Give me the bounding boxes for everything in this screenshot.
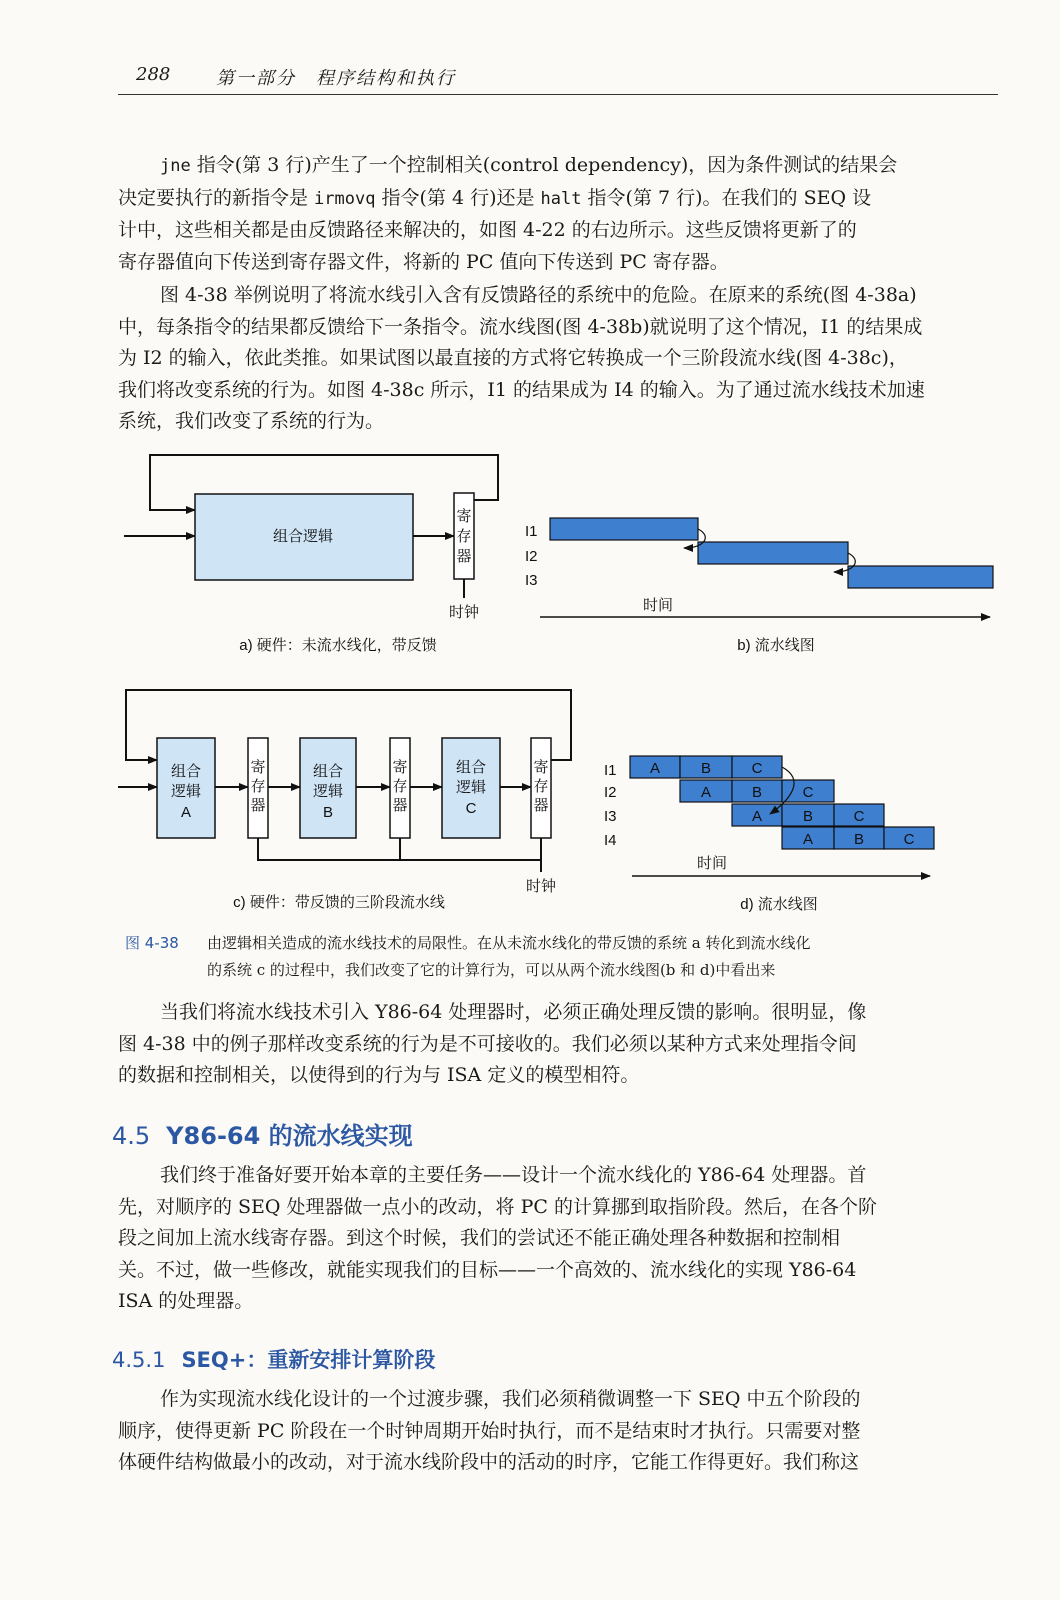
figure-caption-label: 图 4-38 [125,934,179,952]
fig-a-reg-char: 寄 [456,508,472,525]
fig-c-logic-b-label: 组合 [312,763,344,780]
section-number: 4.5 [112,1122,151,1150]
fig-d-row-label-i3: I3 [604,808,617,825]
code-irmovq: irmovq [314,188,376,209]
fig-a-hardware-unpipelined [124,455,498,654]
fig-d-cell-label: C [802,784,814,801]
fig-d-cell-label: A [700,784,712,801]
fig-b-bar-i2 [698,542,848,564]
fig-c-logic-c-label: 组合 [455,759,487,776]
section-title: Y86-64 的流水线实现 [166,1122,413,1150]
fig-d-cell-label: C [853,808,865,825]
fig-d-row-label-i1: I1 [604,762,617,779]
fig-c-reg-char: 存 [392,778,408,795]
fig-c-reg-char: 寄 [392,759,408,776]
para1-line2a: 决定要执行的新指令是 [118,186,315,209]
section-heading-4-5-1 [112,1344,435,1374]
fig-b-caption: b) 流水线图 [737,637,815,654]
paragraph-seq-plus [118,1384,998,1479]
fig-c-reg-char: 寄 [250,759,266,776]
fig-c-caption: c) 硬件：带反馈的三阶段流水线 [233,894,445,911]
figure-caption-line1: 由逻辑相关造成的流水线技术的局限性。在从未流水线化的带反馈的系统 a 转化到流水线化 [207,934,811,952]
fig-a-reg-char: 存 [456,528,472,545]
figure-caption-line2: 的系统 c 的过程中，我们改变了它的计算行为，可以从两个流水线图(b 和 d)中看出来 [207,961,776,979]
figure-caption-text [207,930,997,984]
code-jne: jne [160,156,191,176]
part-title: 第一部分 程序结构和执行 [216,68,456,89]
fig-b-bar-i3 [848,566,993,588]
fig-c-reg-char: 存 [250,778,266,795]
fig-c-logic-b-label: B [322,804,334,821]
running-header [118,60,998,95]
paragraph-y86-feedback [118,997,998,1092]
para1-line3: 计中，这些相关都是由反馈路径来解决的，如图 4-22 的右边所示。这些反馈将更新了的 [118,219,857,241]
para2-line3: 为 I2 的输入，依此类推。如果试图以最直接的方式将它转换成一个三阶段流水线(图 4-38c)， [118,347,908,369]
fig-c-reg-char: 器 [250,797,266,814]
fig-d-time-label: 时间 [696,855,728,872]
paragraph-feedback-hazard [118,280,998,438]
fig-d-cell-label: C [751,760,763,777]
fig-d-row-label-i2: I2 [604,784,617,801]
fig-a-reg-char: 器 [456,548,472,565]
fig-b-pipeline-diagram [525,518,993,654]
fig-c-reg-char: 存 [533,778,549,795]
code-halt: halt [540,188,582,209]
fig-c-reg-char: 器 [533,797,549,814]
fig-d-pipeline-diagram [604,756,934,913]
para1-line2e: 指令(第 7 行)。在我们的 SEQ 设 [581,186,872,209]
para5-line3: 体硬件结构做最小的改动，对于流水线阶段中的活动的时序，它能工作得更好。我们称这 [118,1451,860,1473]
para4-line5: ISA 的处理器。 [118,1290,254,1312]
subsection-number: 4.5.1 [112,1348,166,1372]
para4-line1: 我们终于准备好要开始本章的主要任务——设计一个流水线化的 Y86-64 处理器。首 [160,1164,867,1186]
paragraph-control-dependency [118,150,998,278]
para2-line5: 系统，我们改变了系统的行为。 [118,410,385,432]
fig-a-clock-label: 时钟 [448,604,480,621]
fig-a-caption: a) 硬件：未流水线化，带反馈 [239,637,437,654]
page-number: 288 [136,64,171,85]
fig-c-reg-char: 器 [392,797,408,814]
para2-line1: 图 4-38 举例说明了将流水线引入含有反馈路径的系统中的危险。在原来的系统(图 4-38a) [160,284,917,306]
fig-b-row-label-i3: I3 [525,572,538,589]
fig-c-logic-b-label: 逻辑 [312,783,344,800]
para5-line2: 顺序，使得更新 PC 阶段在一个时钟周期开始时执行，而不是结束时才执行。只需要对整 [118,1419,861,1442]
para4-line4: 关。不过，做一些修改，就能实现我们的目标——一个高效的、流水线化的实现 Y86-64 [118,1258,857,1281]
fig-d-cell-label: B [751,784,763,801]
fig-c-logic-a-label: 组合 [170,763,202,780]
fig-c-logic-a-label: 逻辑 [170,783,202,800]
section-heading-4-5 [112,1116,413,1151]
fig-b-row-label-i2: I2 [525,548,538,565]
fig-a-logic-label: 组合逻辑 [272,528,334,545]
fig-b-row-label-i1: I1 [525,523,538,540]
paragraph-pipeline-intro [118,1160,998,1318]
fig-d-caption: d) 流水线图 [740,896,818,913]
fig-b-time-label: 时间 [642,597,674,614]
fig-d-cell-label: C [903,831,915,848]
para2-line4: 我们将改变系统的行为。如图 4-38c 所示，I1 的结果成为 I4 的输入。为了通过流水线技术加速 [118,378,925,401]
fig-c-hardware-three-stage [118,690,571,911]
para5-line1: 作为实现流水线化设计的一个过渡步骤，我们必须稍微调整一下 SEQ 中五个阶段的 [160,1388,861,1410]
fig-c-logic-c-label: 逻辑 [455,779,487,796]
fig-d-cell-label: A [802,831,814,848]
subsection-title: SEQ+：重新安排计算阶段 [181,1348,436,1372]
fig-d-cell-label: A [649,760,661,777]
figure-4-38 [0,430,1060,930]
fig-c-reg-char: 寄 [533,759,549,776]
para3-line1: 当我们将流水线技术引入 Y86-64 处理器时，必须正确处理反馈的影响。很明显，像 [160,1001,867,1023]
para1-line4: 寄存器值向下传送到寄存器文件，将新的 PC 值向下传送到 PC 寄存器。 [118,250,729,273]
fig-c-logic-a-label: A [180,804,192,821]
fig-d-cell-label: B [802,808,814,825]
fig-b-bar-i1 [550,518,698,540]
para2-line2: 中，每条指令的结果都反馈给下一条指令。流水线图(图 4-38b)就说明了这个情况，I1 的结果成 [118,315,923,338]
fig-d-cell-label: B [700,760,712,777]
para3-line3: 的数据和控制相关，以使得到的行为与 ISA 定义的模型相符。 [118,1064,640,1086]
fig-c-logic-c-label: C [465,800,477,817]
fig-d-cell-label: A [751,808,763,825]
para1-line2c: 指令(第 4 行)还是 [375,186,541,209]
figure-caption [125,930,985,986]
fig-d-cell-label: B [853,831,865,848]
fig-d-row-label-i4: I4 [604,832,617,849]
fig-c-clock-label: 时钟 [525,878,557,895]
para4-line2: 先，对顺序的 SEQ 处理器做一点小的改动，将 PC 的计算挪到取指阶段。然后，在各个阶 [118,1195,877,1218]
para3-line2: 图 4-38 中的例子那样改变系统的行为是不可接收的。我们必须以某种方式来处理指令间 [118,1032,857,1055]
para1-line1: 指令(第 3 行)产生了一个控制相关(control dependency)，因为条件测试的结果会 [190,154,898,176]
para4-line3: 段之间加上流水线寄存器。到这个时候，我们的尝试还不能正确处理各种数据和控制相 [118,1227,841,1249]
